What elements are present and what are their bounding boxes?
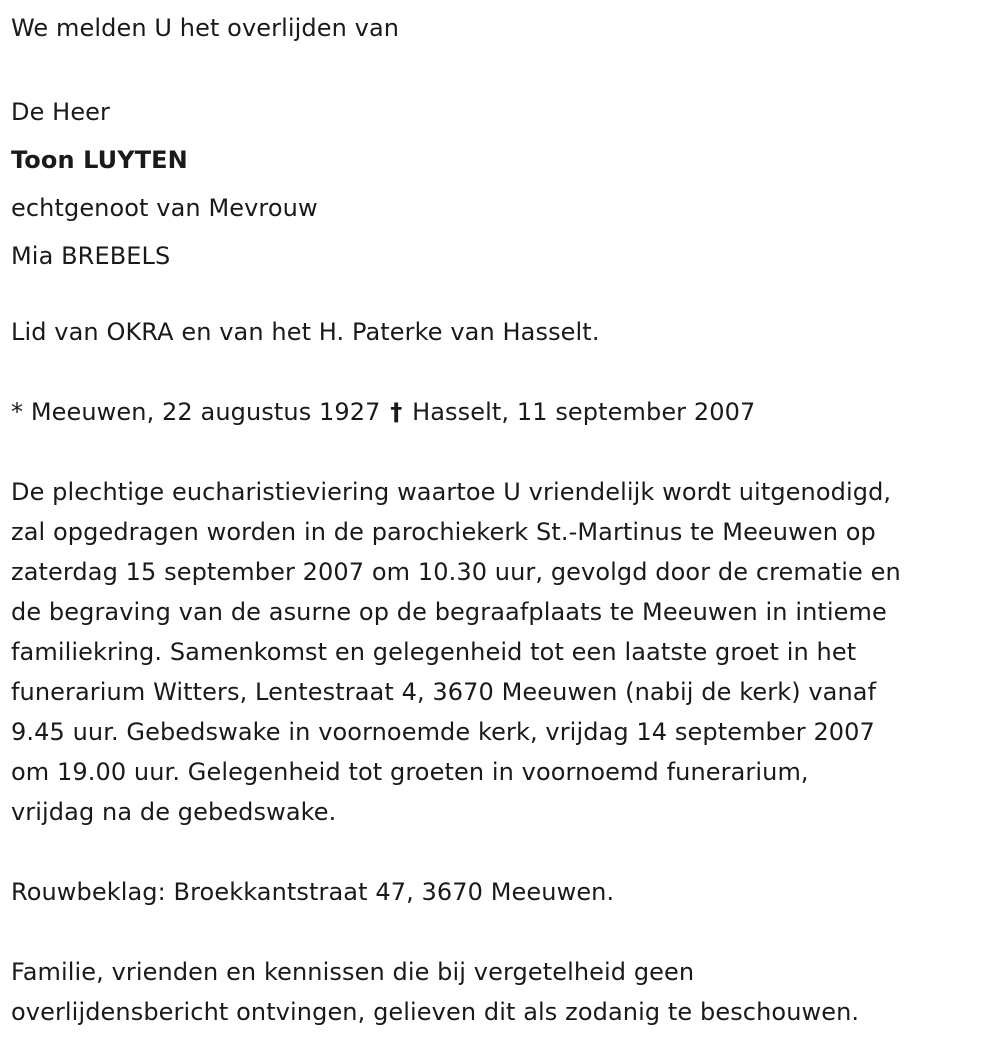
spacer xyxy=(11,280,1000,312)
service-line: familiekring. Samenkomst en gelegenheid tot een laatste groet in het xyxy=(11,638,857,666)
service-line: zaterdag 15 september 2007 om 10.30 uur, gevolgd door de crematie en xyxy=(11,558,901,586)
service-line: 9.45 uur. Gebedswake in voornoemde kerk, vrijdag 14 september 2007 xyxy=(11,718,875,746)
spacer xyxy=(11,432,1000,472)
membership-text: Lid van OKRA en van het H. Paterke van Hasselt. xyxy=(11,318,600,346)
service-line: De plechtige eucharistieviering waartoe U vriendelijk wordt uitgenodigd, xyxy=(11,478,892,506)
name-block xyxy=(11,88,1000,280)
service-line: funerarium Witters, Lentestraat 4, 3670 Meeuwen (nabij de kerk) vanaf xyxy=(11,678,877,706)
birth-info: * Meeuwen, 22 augustus 1927 xyxy=(11,398,381,426)
condolence-address: Rouwbeklag: Broekkantstraat 47, 3670 Meeuwen. xyxy=(11,878,615,906)
service-line: om 19.00 uur. Gelegenheid tot groeten in voornoemd funerarium, xyxy=(11,758,809,786)
service-line: vrijdag na de gebedswake. xyxy=(11,798,337,826)
honorific: De Heer xyxy=(11,98,111,126)
death-info: Hasselt, 11 september 2007 xyxy=(412,398,756,426)
spouse-name: Mia BREBELS xyxy=(11,242,171,270)
life-dates xyxy=(11,392,1000,432)
intro-text: We melden U het overlijden van xyxy=(11,14,400,42)
service-paragraph xyxy=(11,472,1000,832)
spacer xyxy=(11,352,1000,392)
closing-line: overlijdensbericht ontvingen, gelieven dit als zodanig te beschouwen. xyxy=(11,998,860,1026)
cross-icon: † xyxy=(390,398,403,426)
spacer xyxy=(11,48,1000,88)
closing-paragraph xyxy=(11,952,1000,1032)
closing-line: Familie, vrienden en kennissen die bij vergetelheid geen xyxy=(11,958,695,986)
spouse-label: echtgenoot van Mevrouw xyxy=(11,194,318,222)
service-line: zal opgedragen worden in de parochiekerk St.-Martinus te Meeuwen op xyxy=(11,518,876,546)
spacer xyxy=(11,832,1000,872)
deceased-name: Toon LUYTEN xyxy=(11,146,188,174)
service-line: de begraving van de asurne op de begraafplaats te Meeuwen in intieme xyxy=(11,598,887,626)
spacer xyxy=(11,912,1000,952)
